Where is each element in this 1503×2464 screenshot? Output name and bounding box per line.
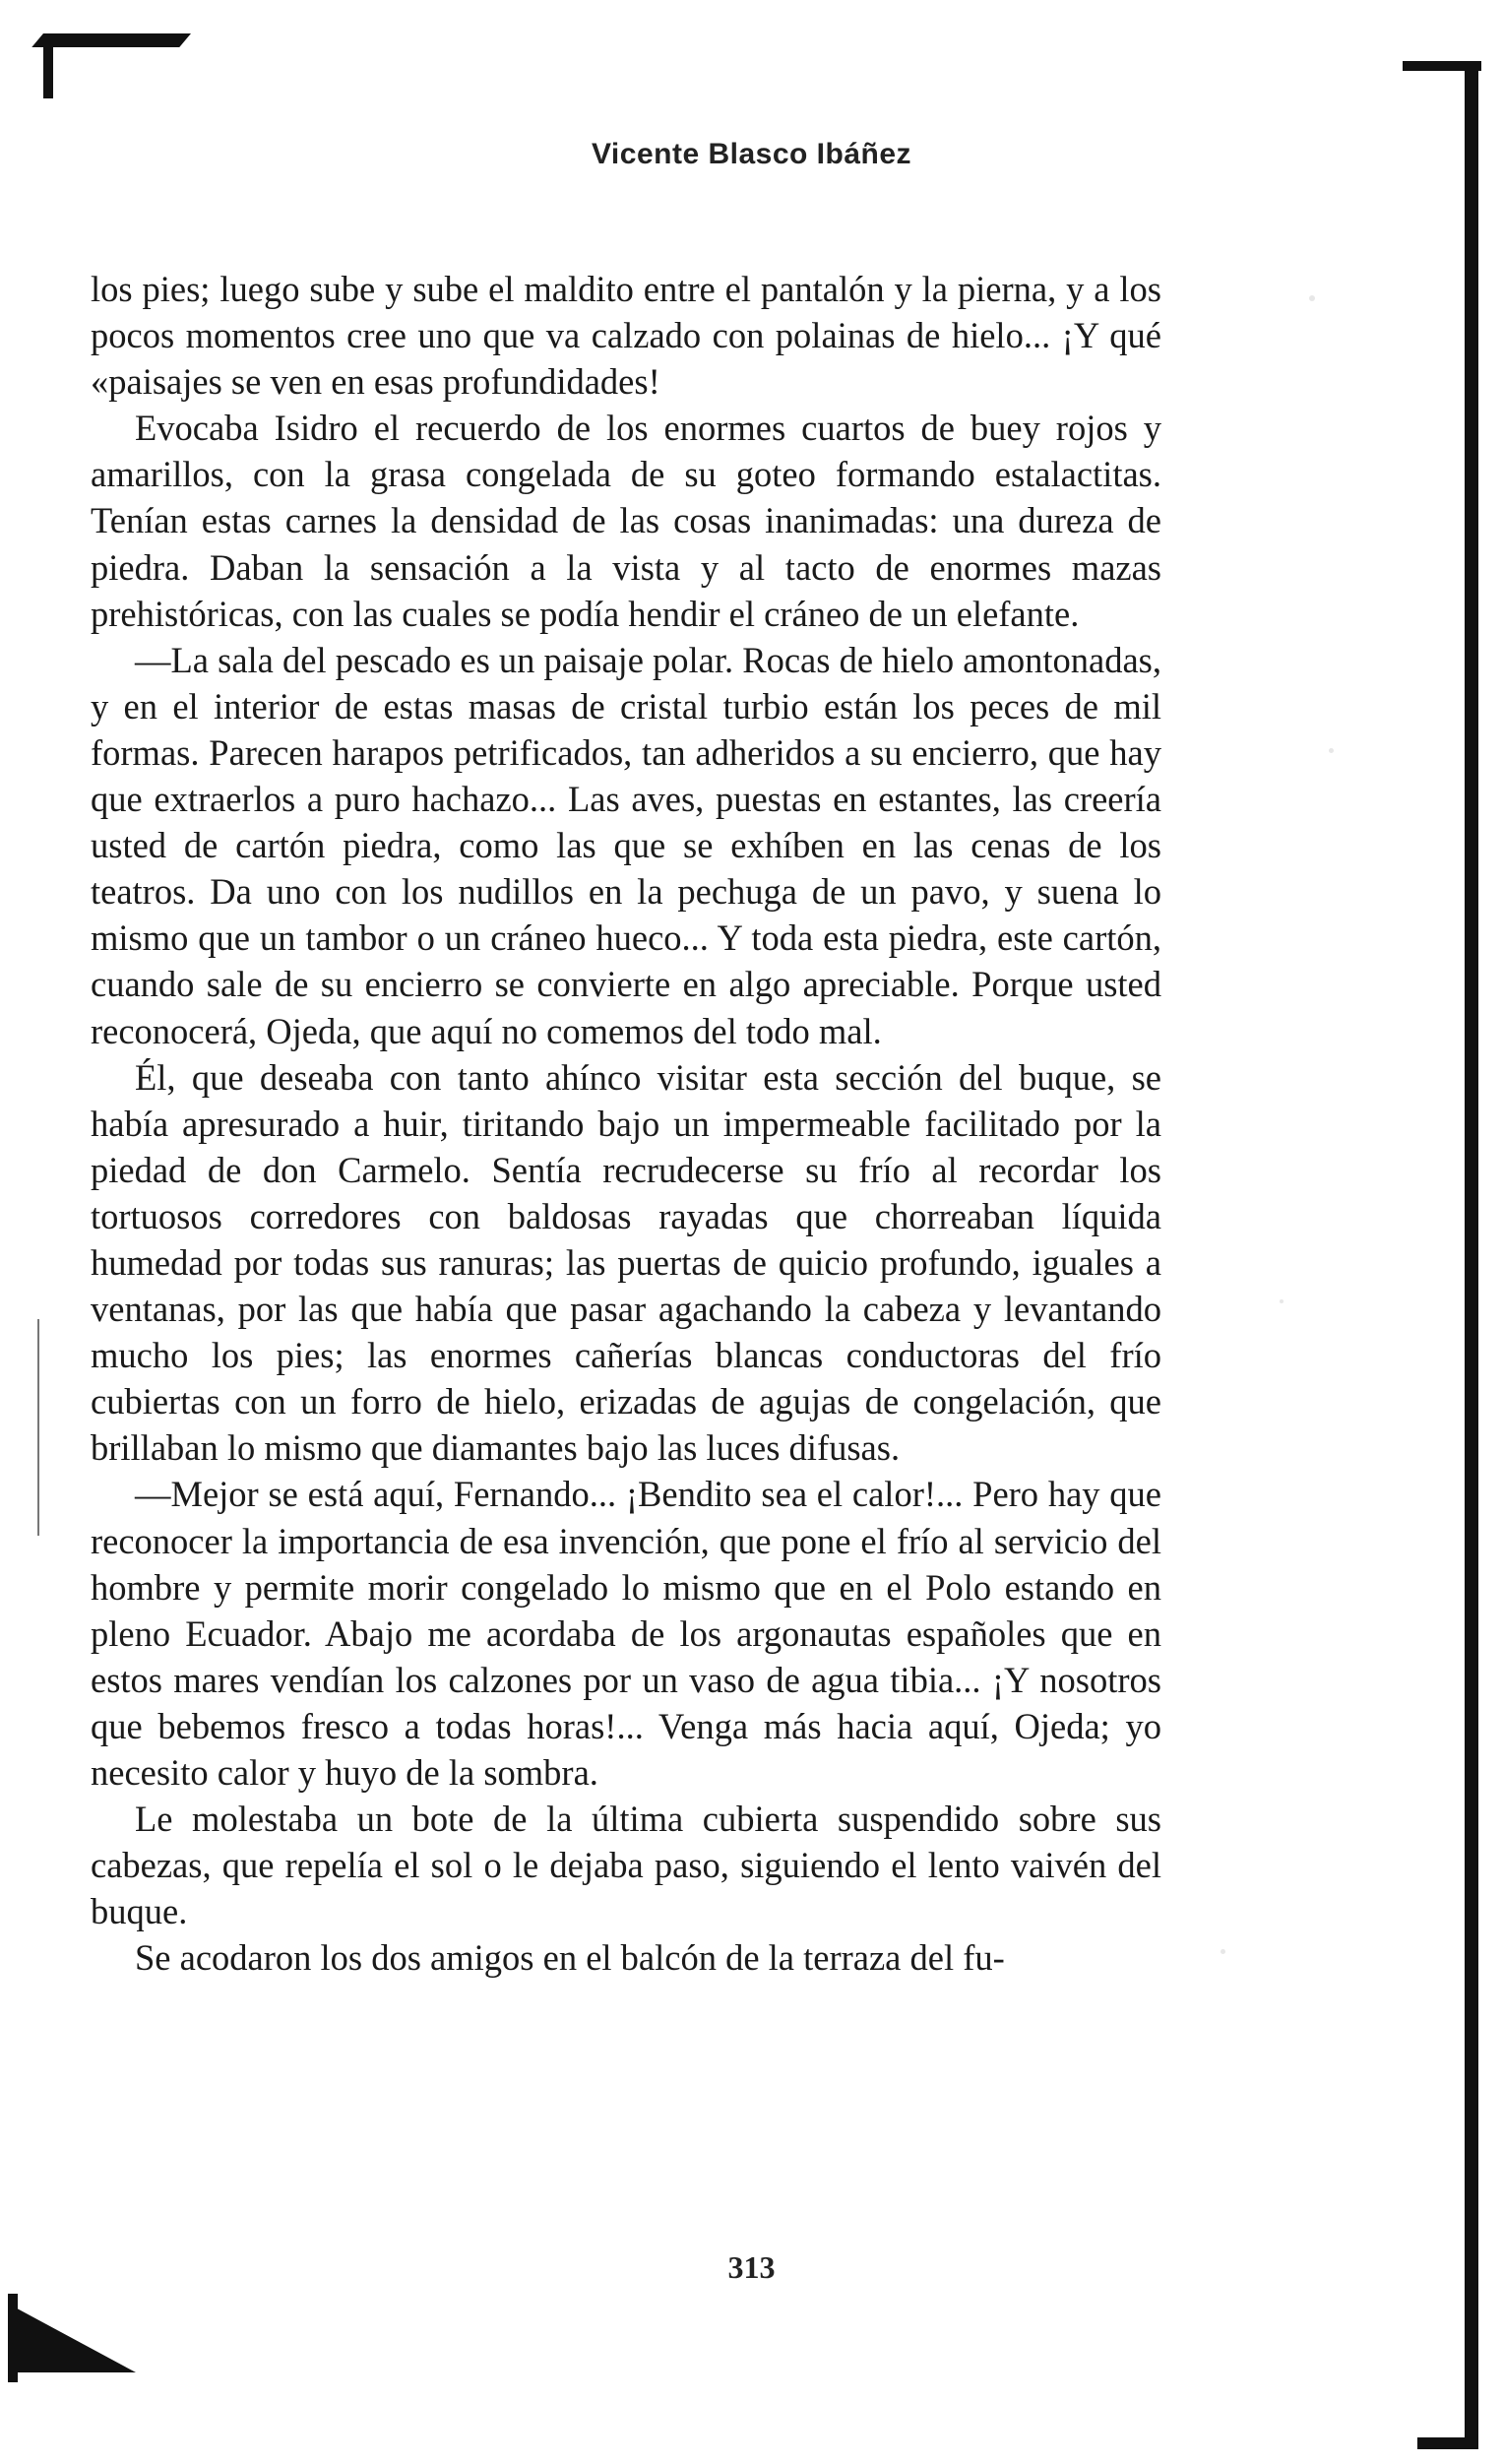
margin-shadow-line <box>37 1319 39 1536</box>
scan-edge-mark-top <box>31 33 191 47</box>
scan-edge-mark-bottom-left <box>8 2304 136 2372</box>
paragraph: los pies; luego sube y sube el maldito entre el pantalón y la pierna, y a los pocos momentos cree uno que va calzado con polainas de hielo... ¡Y qué «paisajes se ven en esas profundidades! <box>91 269 1161 403</box>
scan-speckle <box>1309 295 1315 301</box>
scan-edge-mark-bottom-left-bar <box>8 2294 18 2382</box>
body-text <box>91 266 1161 1981</box>
scan-edge-mark-right <box>1465 61 1478 2443</box>
paragraph: —Mejor se está aquí, Fernando... ¡Bendito sea el calor!... Pero hay que reconocer la importancia de esa invención, que pone el frío al servicio del hombre y permite morir congelado lo mismo que en el Polo estando en pleno Ecuador. Abajo me acordaba de los argonautas españoles que en estos mares vendían los calzones por un vaso de agua tibia... ¡Y nosotros que bebemos fresco a todas horas!... Venga más hacia aquí, Ojeda; yo necesito calor y huyo de la sombra. <box>91 1474 1161 1793</box>
page-number: 313 <box>727 2249 776 2285</box>
running-head: Vicente Blasco Ibáñez <box>591 138 912 170</box>
scan-edge-mark-bottom-right <box>1417 2437 1478 2449</box>
scan-edge-mark-left <box>43 39 53 98</box>
paragraph: Se acodaron los dos amigos en el balcón de la terraza del fu- <box>135 1937 1005 1979</box>
scan-speckle <box>1329 748 1334 753</box>
scan-speckle <box>1221 1949 1225 1954</box>
paragraph: —La sala del pescado es un paisaje polar. Rocas de hielo amontonadas, y en el interior de estas masas de cristal turbio están los peces de mil formas. Parecen harapos petrificados, tan adheridos a su encierro, que hay que extraerlos a puro hachazo... Las aves, puestas en estantes, las creería usted de cartón piedra, como las que se exhíben en las cenas de los teatros. Da uno con los nudillos en la pechuga de un pavo, y suena lo mismo que un tambor o un cráneo hueco... Y toda esta piedra, este cartón, cuando sale de su encierro se convierte en algo apreciable. Porque usted reconocerá, Ojeda, que aquí no comemos del todo mal. <box>91 639 1161 1051</box>
scan-speckle <box>1280 1299 1284 1303</box>
paragraph: Le molestaba un bote de la última cubierta suspendido sobre sus cabezas, que repelía el sol o le dejaba paso, siguiendo el lento vaivén del buque. <box>91 1799 1161 1932</box>
paragraph: Evocaba Isidro el recuerdo de los enormes cuartos de buey rojos y amarillos, con la grasa congelada de su goteo formando estalactitas. Tenían estas carnes la densidad de las cosas inanimadas: una dureza de piedra. Daban la sensación a la vista y al tacto de enormes mazas prehistóricas, con las cuales se podía hendir el cráneo de un elefante. <box>91 408 1161 634</box>
paragraph: Él, que deseaba con tanto ahínco visitar esta sección del buque, se había apresurado a huir, tiritando bajo un impermeable facilitado por la piedad de don Carmelo. Sentía recrudecerse su frío al recordar los tortuosos corredores con baldosas rayadas que chorreaban líquida humedad por todas sus ranuras; las puertas de quicio profundo, iguales a ventanas, por las que había que pasar agachando la cabeza y levantando mucho los pies; las enormes cañerías blancas conductoras del frío cubiertas con un forro de hielo, erizadas de agujas de congelación, que brillaban lo mismo que diamantes bajo las luces difusas. <box>91 1056 1161 1469</box>
